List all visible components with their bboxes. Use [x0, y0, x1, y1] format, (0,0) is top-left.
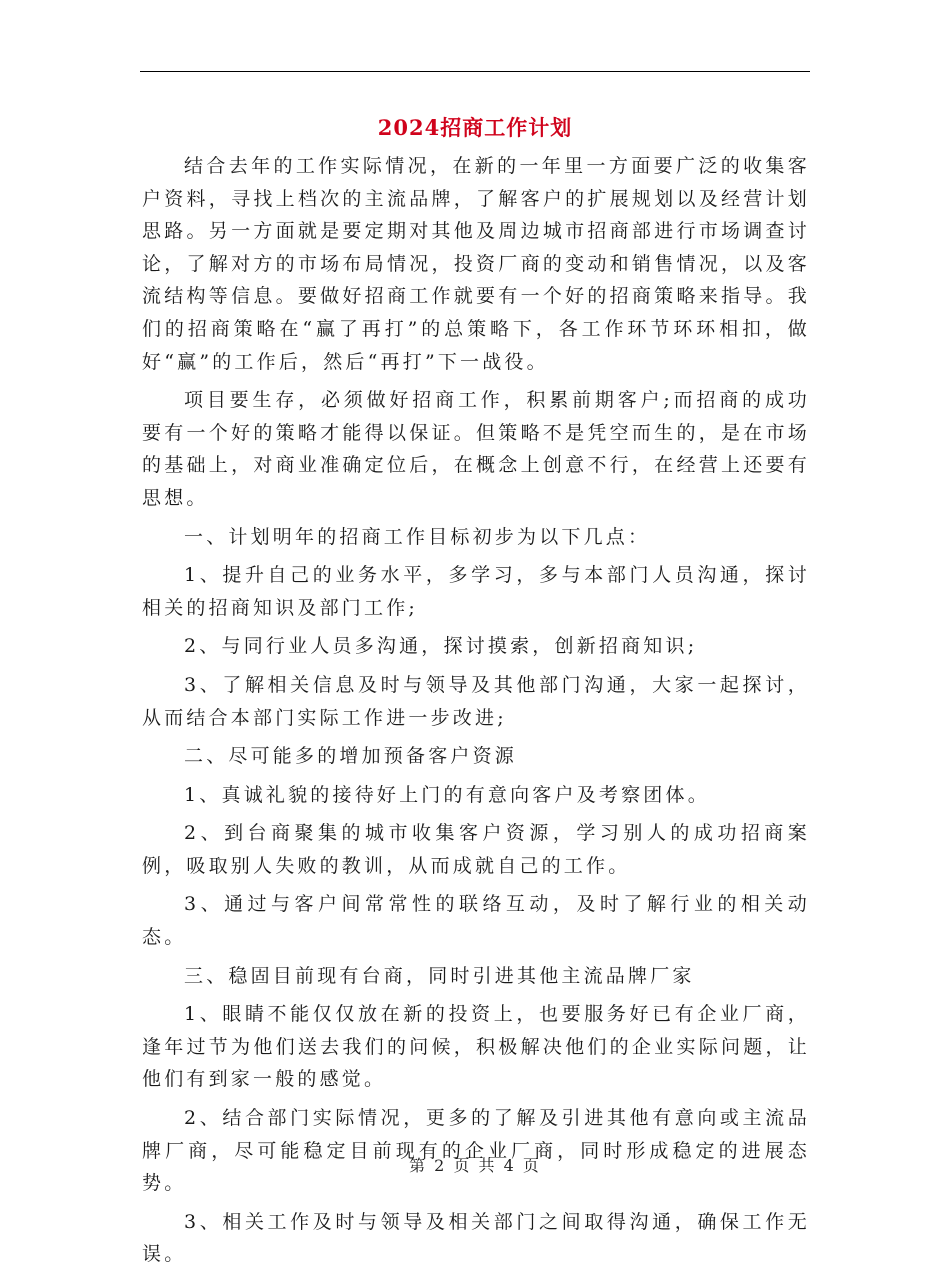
top-rule	[140, 71, 810, 72]
list-item: 3、了解相关信息及时与领导及其他部门沟通，大家一起探讨，从而结合本部门实际工作进一步改进;	[142, 673, 810, 729]
list-item: 1、眼睛不能仅仅放在新的投资上，也要服务好已有企业厂商，逢年过节为他们送去我们的问候，积极解决他们的企业实际问题，让他们有到家一般的感觉。	[142, 1003, 810, 1091]
list-item: 2、结合部门实际情况，更多的了解及引进其他有意向或主流品牌厂商，尽可能稳定目前现有的企业厂商，同时形成稳定的进展态势。	[142, 1107, 810, 1195]
document-title: 2024招商工作计划	[377, 115, 573, 140]
page-footer: 第 2 页 共 4 页	[409, 1156, 541, 1175]
section-heading: 一、计划明年的招商工作目标初步为以下几点：	[184, 525, 651, 548]
list-item: 1、提升自己的业务水平，多学习，多与本部门人员沟通，探讨相关的招商知识及部门工作;	[142, 564, 810, 619]
list-item: 3、通过与客户间常常性的联络互动，及时了解行业的相关动态。	[142, 893, 810, 949]
list-item: 2、与同行业人员多沟通，探讨摸索，创新招商知识;	[184, 635, 698, 658]
list-item: 2、到台商聚集的城市收集客户资源，学习别人的成功招商案例，吸取别人失败的教训，从而成就自己的工作。	[142, 822, 810, 877]
paragraph: 结合去年的工作实际情况，在新的一年里一方面要广泛的收集客户资料，寻找上档次的主流品牌，了解客户的扩展规划以及经营计划思路。另一方面就是要定期对其他及周边城市招商部进行市场调查讨论，了解对方的市场布局情况，投资厂商的变动和销售情况，以及客流结构等信息。要做好招商工作就要有一个好的招商策略来指导。我们的招商策略在“赢了再打”的总策略下，各工作环节环环相扣，做好“赢”的工作后，然后“再打”下一战役。	[142, 155, 810, 373]
section-heading: 二、尽可能多的增加预备客户资源	[184, 745, 518, 768]
section-heading: 三、稳固目前现有台商，同时引进其他主流品牌厂家	[184, 964, 695, 987]
list-item: 3、相关工作及时与领导及相关部门之间取得沟通，确保工作无误。	[142, 1210, 810, 1266]
paragraph: 项目要生存，必须做好招商工作，积累前期客户;而招商的成功要有一个好的策略才能得以保证。但策略不是凭空而生的，是在市场的基础上，对商业准确定位后，在概念上创意不行，在经营上还要有思想。	[142, 389, 810, 509]
list-item: 1、真诚礼貌的接待好上门的有意向客户及考察团体。	[184, 783, 710, 806]
document-body	[142, 150, 810, 1271]
